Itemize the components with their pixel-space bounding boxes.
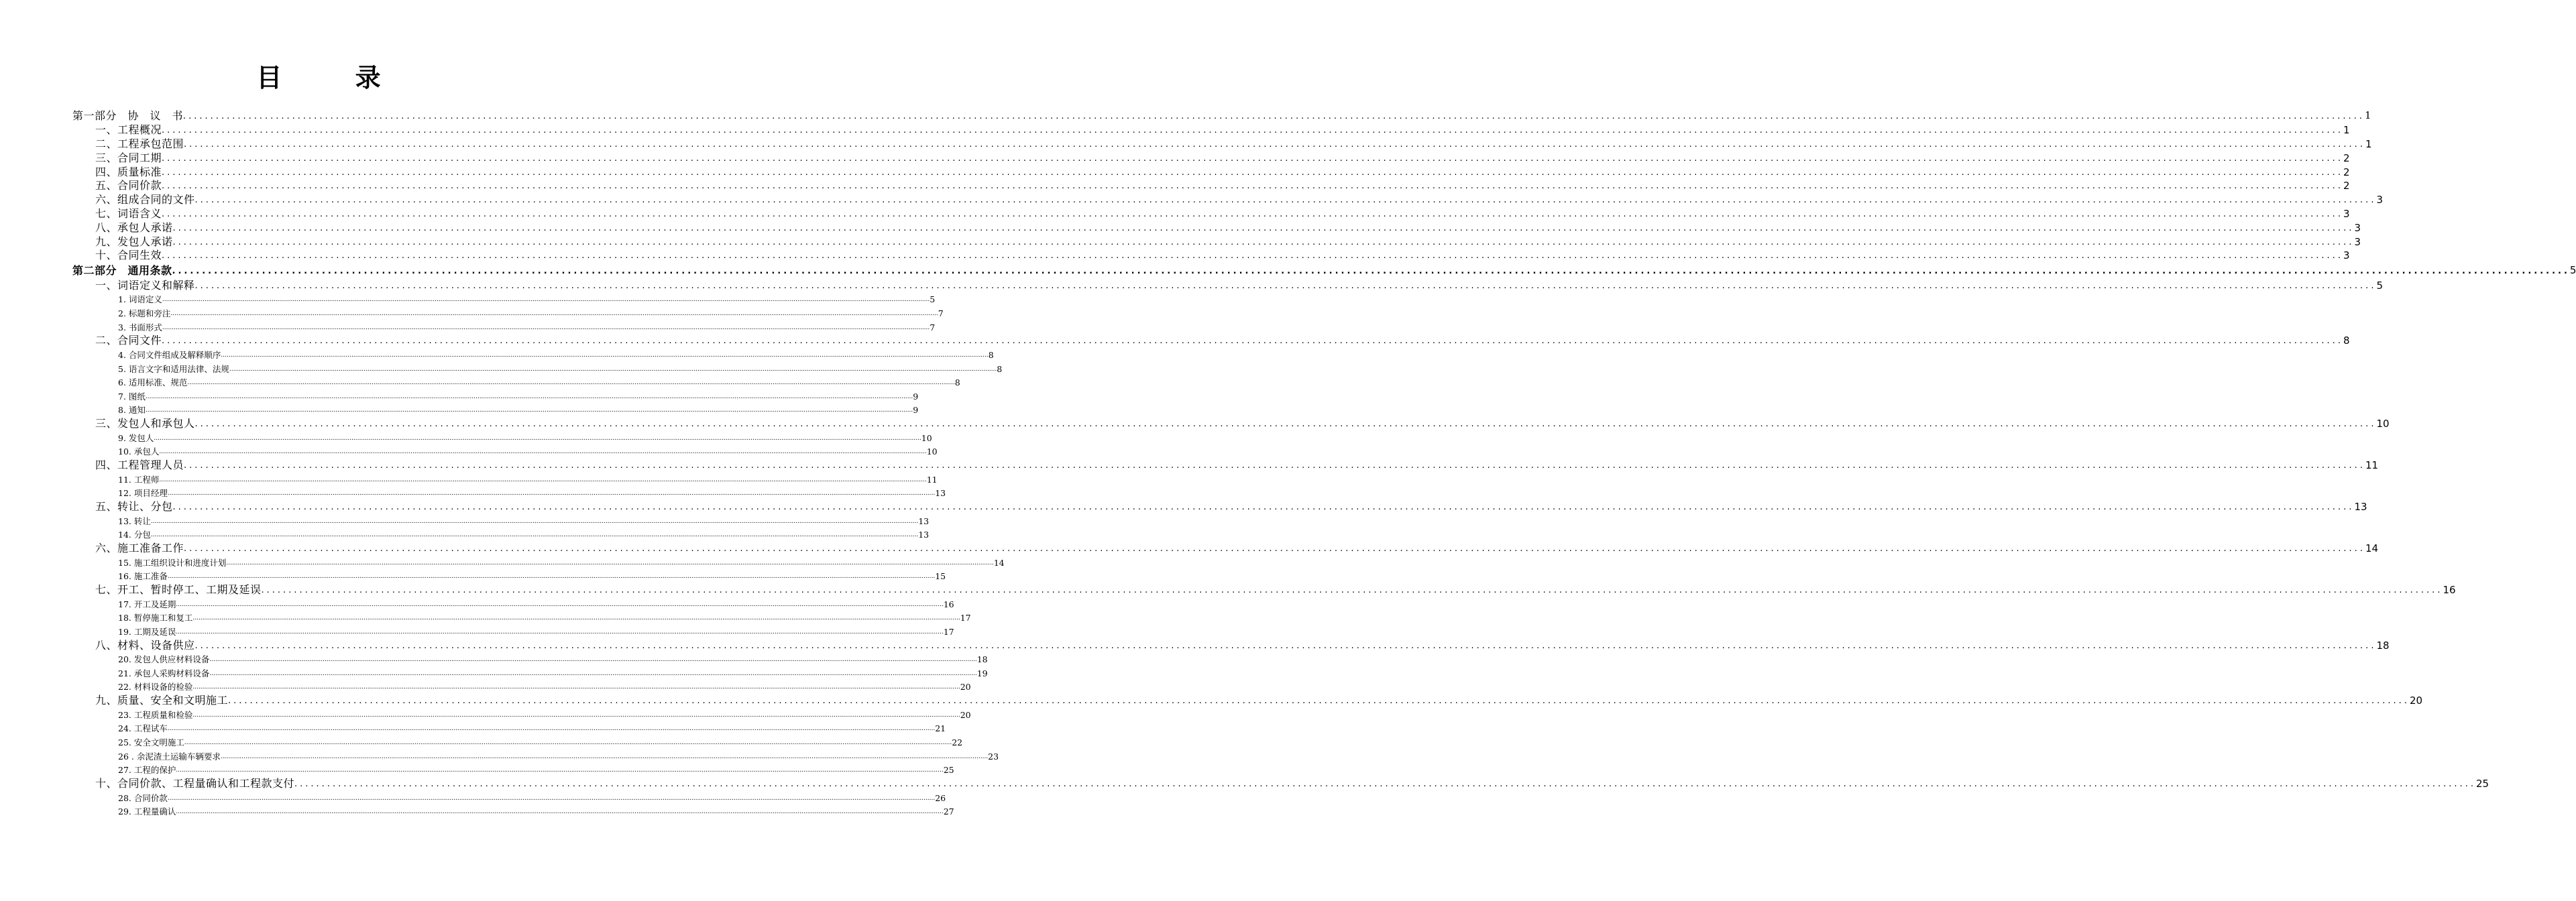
toc-leader-dots: ................................................................................................................................................................................................................................................................................................................................................................................................................	[176, 628, 944, 636]
toc-page-number: 9	[913, 405, 919, 416]
toc-entry-label: 19. 工期及延误	[118, 626, 176, 637]
toc-entry-part[interactable]	[72, 107, 2371, 123]
page-title: 目 录	[256, 62, 413, 93]
toc-entry-label: 五、合同价款	[95, 179, 162, 192]
toc-page-number: 9	[913, 391, 919, 402]
toc-leader-dots: ................................................................................................................................................................................................................................................................................................................................................................................................................	[229, 365, 997, 373]
toc-page-number: 23	[988, 751, 999, 762]
toc-leader-dots: ................................................................................................................................................................................................................................................................................................................................................................................................................	[194, 640, 2377, 651]
toc-page-number: 11	[2365, 459, 2379, 472]
toc-entry-label: 15. 施工组织设计和进度计划	[118, 557, 227, 568]
toc-entry-sec[interactable]	[72, 235, 2361, 249]
toc-entry-label: 25. 安全文明施工	[118, 737, 184, 747]
toc-entry-sec[interactable]	[72, 165, 2350, 179]
toc-page-number: 3	[2376, 194, 2383, 206]
toc-entry-label: 26 . 余泥渣土运输车辆要求	[118, 751, 221, 762]
toc-leader-dots: ................................................................................................................................................................................................................................................................................................................................................................................................................	[184, 739, 952, 746]
toc-leader-dots: ................................................................................................................................................................................................................................................................................................................................................................................................................	[209, 670, 977, 677]
toc-entry-label: 六、组成合同的文件	[95, 193, 195, 206]
toc-leader-dots: ................................................................................................................................................................................................................................................................................................................................................................................................................	[154, 434, 921, 442]
toc-entry-label: 四、工程管理人员	[95, 459, 184, 472]
toc-entry-sec[interactable]	[72, 776, 2489, 790]
toc-entry-item[interactable]	[72, 361, 1003, 375]
toc-entry-item[interactable]	[72, 486, 946, 500]
toc-page-number: 21	[935, 723, 946, 734]
toc-entry-label: 4. 合同文件组成及解释顺序	[118, 349, 221, 360]
toc-page-number: 25	[943, 765, 954, 776]
toc-entry-item[interactable]	[72, 804, 954, 819]
toc-leader-dots: ................................................................................................................................................................................................................................................................................................................................................................................................................	[194, 419, 2377, 430]
table-of-contents	[72, 107, 2576, 818]
toc-page-number: 3	[2354, 221, 2361, 234]
toc-page-number: 13	[935, 488, 946, 499]
toc-leader-dots: ................................................................................................................................................................................................................................................................................................................................................................................................................	[162, 209, 2343, 220]
toc-entry-label: 1. 词语定义	[118, 294, 162, 305]
toc-entry-label: 22. 材料设备的检验	[118, 682, 193, 693]
toc-page-number: 2	[2343, 166, 2350, 178]
toc-entry-label: 29. 工程量确认	[118, 806, 176, 817]
toc-entry-item[interactable]	[72, 790, 946, 804]
toc-page-number: 17	[960, 613, 971, 623]
toc-entry-label: 十、合同生效	[95, 249, 162, 262]
toc-page-number: 15	[935, 571, 946, 582]
toc-entry-label: 8. 通知	[118, 405, 146, 416]
toc-entry-sec[interactable]	[72, 693, 2423, 707]
toc-entry-label: 7. 图纸	[118, 391, 146, 402]
toc-page-number: 13	[918, 530, 930, 540]
toc-entry-label: 17. 开工及延期	[118, 599, 176, 609]
toc-entry-sec[interactable]	[72, 249, 2350, 263]
toc-leader-dots: ................................................................................................................................................................................................................................................................................................................................................................................................................	[150, 532, 919, 539]
toc-page-number: 8	[988, 349, 994, 360]
toc-page-number: 7	[930, 322, 936, 333]
toc-entry-label: 八、材料、设备供应	[95, 638, 195, 652]
toc-page-number: 18	[976, 654, 988, 665]
toc-page-number: 17	[943, 626, 954, 637]
toc-entry-item[interactable]	[72, 597, 954, 611]
toc-entry-label: 23. 工程质量和检验	[118, 709, 193, 720]
toc-entry-item[interactable]	[72, 472, 938, 486]
toc-leader-dots: ................................................................................................................................................................................................................................................................................................................................................................................................................	[184, 461, 2365, 471]
toc-entry-label: 七、词语含义	[95, 207, 162, 221]
toc-leader-dots: ................................................................................................................................................................................................................................................................................................................................................................................................................	[194, 195, 2377, 206]
toc-leader-dots: ................................................................................................................................................................................................................................................................................................................................................................................................................	[221, 351, 989, 359]
toc-entry-item[interactable]	[72, 389, 919, 403]
toc-entry-label: 三、发包人和承包人	[95, 417, 195, 430]
toc-leader-dots: ................................................................................................................................................................................................................................................................................................................................................................................................................	[192, 711, 960, 719]
toc-page-number: 11	[926, 474, 938, 485]
toc-entry-item[interactable]	[72, 320, 936, 334]
toc-entry-label: 一、工程概况	[95, 123, 162, 137]
toc-leader-dots: ................................................................................................................................................................................................................................................................................................................................................................................................................	[192, 615, 960, 622]
toc-entry-label: 九、发包人承诺	[95, 235, 173, 248]
toc-page-number: 3	[2343, 208, 2350, 221]
toc-page-number: 18	[2376, 639, 2390, 652]
toc-leader-dots: ................................................................................................................................................................................................................................................................................................................................................................................................................	[159, 448, 927, 456]
toc-leader-dots: ................................................................................................................................................................................................................................................................................................................................................................................................................	[162, 181, 2343, 192]
toc-entry-label: 八、承包人承诺	[95, 221, 173, 234]
toc-page-number: 2	[2343, 152, 2350, 164]
toc-leader-dots: ................................................................................................................................................................................................................................................................................................................................................................................................................	[167, 573, 936, 581]
toc-entry-sec[interactable]	[72, 151, 2350, 165]
toc-entry-sec[interactable]	[72, 458, 2379, 472]
toc-page-number: 20	[960, 682, 971, 693]
toc-entry-label: 13. 转让	[118, 516, 151, 526]
toc-entry-label: 2. 标题和旁注	[118, 308, 171, 318]
toc-page-number: 7	[938, 308, 944, 318]
toc-page-number: 10	[2376, 418, 2390, 430]
toc-entry-label: 四、质量标准	[95, 165, 162, 178]
toc-leader-dots: ................................................................................................................................................................................................................................................................................................................................................................................................................	[150, 518, 919, 525]
toc-leader-dots: ................................................................................................................................................................................................................................................................................................................................................................................................................	[209, 656, 977, 664]
toc-page-number: 8	[954, 377, 960, 388]
toc-page-number: 14	[993, 557, 1005, 568]
toc-entry-sec[interactable]	[72, 192, 2383, 206]
toc-page-number: 1	[2365, 138, 2372, 151]
toc-entry-item[interactable]	[72, 721, 946, 735]
toc-page-number: 26	[935, 792, 946, 803]
toc-entry-label: 24. 工程试车	[118, 723, 168, 734]
toc-entry-item[interactable]	[72, 514, 930, 528]
toc-entry-label: 11. 工程师	[118, 474, 160, 485]
toc-leader-dots: ................................................................................................................................................................................................................................................................................................................................................................................................................	[176, 808, 944, 816]
toc-leader-dots: ................................................................................................................................................................................................................................................................................................................................................................................................................	[220, 753, 989, 760]
toc-leader-dots: ................................................................................................................................................................................................................................................................................................................................................................................................................	[170, 310, 938, 317]
toc-leader-dots: ................................................................................................................................................................................................................................................................................................................................................................................................................	[162, 251, 2343, 261]
toc-leader-dots: ................................................................................................................................................................................................................................................................................................................................................................................................................	[167, 725, 936, 733]
toc-entry-label: 20. 发包人供应材料设备	[118, 654, 210, 665]
toc-page-number: 8	[2343, 335, 2350, 347]
toc-page-number: 5	[930, 294, 936, 305]
toc-leader-dots: ................................................................................................................................................................................................................................................................................................................................................................................................................	[294, 778, 2476, 789]
toc-entry-item[interactable]	[72, 555, 1005, 569]
toc-leader-dots: ................................................................................................................................................................................................................................................................................................................................................................................................................	[162, 125, 2343, 136]
toc-entry-sec[interactable]	[72, 541, 2379, 555]
toc-entry-sec[interactable]	[72, 278, 2383, 292]
toc-entry-item[interactable]	[72, 611, 971, 625]
toc-entry-label: 三、合同工期	[95, 151, 162, 164]
toc-entry-item[interactable]	[72, 347, 994, 361]
toc-page-number: 2	[2343, 180, 2350, 192]
toc-entry-label: 第二部分 通用条款	[72, 263, 172, 277]
toc-leader-dots: ................................................................................................................................................................................................................................................................................................................................................................................................................	[162, 336, 2343, 347]
toc-page-number: 13	[918, 516, 930, 526]
toc-entry-item[interactable]	[72, 735, 963, 749]
toc-entry-sec[interactable]	[72, 221, 2361, 235]
toc-entry-sec[interactable]	[72, 137, 2372, 151]
toc-leader-dots: ................................................................................................................................................................................................................................................................................................................................................................................................................	[194, 280, 2377, 291]
toc-page-number: 5	[2569, 263, 2576, 276]
toc-leader-dots: ................................................................................................................................................................................................................................................................................................................................................................................................................	[162, 167, 2343, 178]
toc-leader-dots: ................................................................................................................................................................................................................................................................................................................................................................................................................	[162, 324, 930, 331]
toc-leader-dots: ................................................................................................................................................................................................................................................................................................................................................................................................................	[261, 585, 2443, 596]
toc-entry-part[interactable]	[72, 262, 2576, 278]
toc-entry-item[interactable]	[72, 624, 954, 638]
toc-entry-label: 第一部分 协 议 书	[72, 109, 184, 122]
toc-page-number: 1	[2343, 124, 2350, 137]
toc-page-number: 20	[960, 709, 971, 720]
toc-entry-item[interactable]	[72, 403, 919, 417]
toc-entry-item[interactable]	[72, 569, 946, 583]
toc-entry-label: 5. 语言文字和适用法律、法规	[118, 363, 229, 374]
toc-entry-sec[interactable]	[72, 206, 2350, 221]
toc-page-number: 16	[943, 599, 954, 609]
toc-page-number: 13	[2354, 501, 2367, 514]
toc-entry-label: 27. 工程的保护	[118, 765, 176, 776]
toc-page-number: 5	[2376, 279, 2383, 292]
toc-entry-item[interactable]	[72, 707, 971, 721]
toc-entry-label: 二、工程承包范围	[95, 137, 184, 151]
toc-page-number: 27	[943, 806, 954, 817]
toc-entry-item[interactable]	[72, 680, 971, 694]
toc-entry-sec[interactable]	[72, 499, 2367, 514]
toc-entry-label: 21. 承包人采购材料设备	[118, 668, 210, 678]
toc-leader-dots: ................................................................................................................................................................................................................................................................................................................................................................................................................	[172, 223, 2355, 233]
toc-entry-item[interactable]	[72, 749, 999, 763]
toc-page-number: 10	[926, 446, 938, 457]
toc-entry-label: 十、合同价款、工程量确认和工程款支付	[95, 776, 295, 790]
toc-entry-label: 10. 承包人	[118, 446, 160, 457]
toc-entry-label: 五、转让、分包	[95, 500, 173, 514]
toc-entry-item[interactable]	[72, 306, 944, 320]
toc-entry-label: 16. 施工准备	[118, 571, 168, 582]
toc-entry-sec[interactable]	[72, 179, 2350, 193]
toc-entry-item[interactable]	[72, 444, 938, 459]
toc-entry-item[interactable]	[72, 375, 960, 389]
toc-entry-item[interactable]	[72, 652, 988, 666]
toc-page-number: 16	[2443, 584, 2456, 597]
toc-leader-dots: ................................................................................................................................................................................................................................................................................................................................................................................................................	[192, 684, 960, 691]
toc-entry-label: 一、词语定义和解释	[95, 278, 195, 292]
toc-entry-label: 9. 发包人	[118, 432, 154, 443]
toc-leader-dots: ................................................................................................................................................................................................................................................................................................................................................................................................................	[228, 696, 2410, 707]
toc-leader-dots: ................................................................................................................................................................................................................................................................................................................................................................................................................	[167, 794, 936, 802]
toc-entry-item[interactable]	[72, 763, 954, 777]
toc-entry-label: 18. 暂停施工和复工	[118, 613, 193, 623]
toc-page-number: 20	[2409, 695, 2423, 707]
toc-entry-label: 12. 项目经理	[118, 488, 168, 499]
toc-page-number: 3	[2343, 249, 2350, 262]
toc-leader-dots: ................................................................................................................................................................................................................................................................................................................................................................................................................	[183, 111, 2365, 121]
toc-leader-dots: ................................................................................................................................................................................................................................................................................................................................................................................................................	[226, 559, 994, 566]
toc-entry-item[interactable]	[72, 292, 936, 306]
toc-leader-dots: ................................................................................................................................................................................................................................................................................................................................................................................................................	[172, 502, 2355, 513]
toc-leader-dots: ................................................................................................................................................................................................................................................................................................................................................................................................................	[162, 153, 2343, 164]
toc-page-number: 3	[2354, 235, 2361, 248]
toc-leader-dots: ................................................................................................................................................................................................................................................................................................................................................................................................................	[162, 296, 930, 304]
toc-entry-label: 七、开工、暂时停工、工期及延误	[95, 583, 262, 597]
toc-entry-label: 6. 适用标准、规范	[118, 377, 188, 388]
toc-entry-label: 28. 合同价款	[118, 792, 168, 803]
toc-leader-dots: ................................................................................................................................................................................................................................................................................................................................................................................................................	[172, 237, 2355, 247]
toc-leader-dots: ................................................................................................................................................................................................................................................................................................................................................................................................................	[159, 476, 927, 483]
toc-page-number: 14	[2365, 542, 2379, 555]
toc-leader-dots: ................................................................................................................................................................................................................................................................................................................................................................................................................	[167, 490, 936, 497]
toc-entry-sec[interactable]	[72, 416, 2390, 430]
toc-leader-dots: ................................................................................................................................................................................................................................................................................................................................................................................................................	[184, 544, 2365, 554]
toc-leader-dots: ................................................................................................................................................................................................................................................................................................................................................................................................................	[145, 393, 913, 400]
toc-page-number: 25	[2475, 777, 2489, 790]
toc-entry-label: 六、施工准备工作	[95, 542, 184, 555]
toc-page-number: 1	[2364, 109, 2371, 121]
toc-page-number: 10	[921, 432, 932, 443]
toc-entry-sec[interactable]	[72, 123, 2350, 137]
toc-entry-sec[interactable]	[72, 334, 2350, 348]
toc-page-number: 19	[976, 668, 988, 678]
toc-leader-dots: ................................................................................................................................................................................................................................................................................................................................................................................................................	[172, 265, 2570, 276]
toc-entry-label: 14. 分包	[118, 530, 151, 540]
toc-entry-item[interactable]	[72, 666, 988, 680]
toc-leader-dots: ................................................................................................................................................................................................................................................................................................................................................................................................................	[176, 767, 944, 774]
toc-entry-label: 九、质量、安全和文明施工	[95, 694, 229, 707]
toc-leader-dots: ................................................................................................................................................................................................................................................................................................................................................................................................................	[145, 407, 913, 414]
toc-entry-sec[interactable]	[72, 638, 2390, 652]
toc-entry-label: 3. 书面形式	[118, 322, 162, 333]
toc-leader-dots: ................................................................................................................................................................................................................................................................................................................................................................................................................	[184, 139, 2365, 150]
toc-leader-dots: ................................................................................................................................................................................................................................................................................................................................................................................................................	[187, 379, 955, 387]
toc-page-number: 8	[997, 363, 1003, 374]
toc-entry-sec[interactable]	[72, 583, 2456, 597]
toc-entry-item[interactable]	[72, 430, 932, 444]
toc-entry-label: 二、合同文件	[95, 334, 162, 347]
toc-page-number: 22	[952, 737, 963, 747]
toc-entry-item[interactable]	[72, 528, 930, 542]
toc-leader-dots: ................................................................................................................................................................................................................................................................................................................................................................................................................	[176, 601, 944, 608]
